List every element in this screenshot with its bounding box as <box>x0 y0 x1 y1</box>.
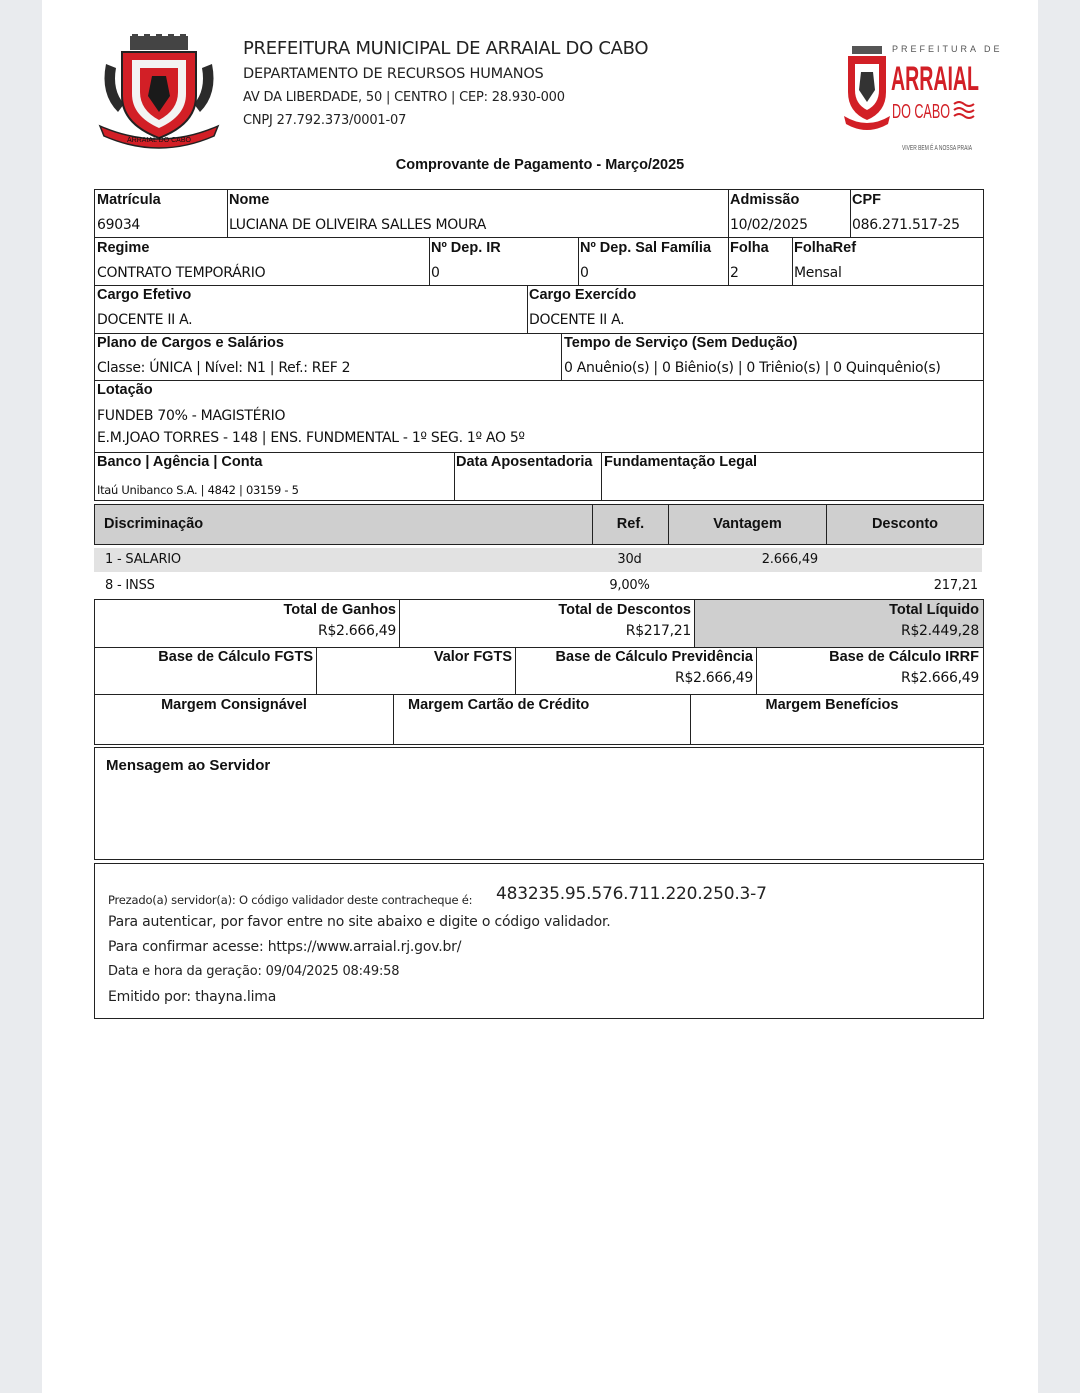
svg-text:VIVER BEM É A NOSSA PRAIA: VIVER BEM É A NOSSA PRAIA <box>902 145 1002 152</box>
employee-info-grid <box>94 189 984 501</box>
row-desc: 8 - INSS <box>105 578 155 593</box>
cargo-exercido-value: DOCENTE II A. <box>529 312 625 328</box>
validation-box <box>94 863 984 1019</box>
base-previdencia-value: R$2.666,49 <box>675 670 753 686</box>
institution-address: AV DA LIBERDADE, 50 | CENTRO | CEP: 28.930-000 <box>243 90 565 105</box>
margem-beneficios-label: Margem Benefícios <box>765 697 899 713</box>
row-vantagem: 2.666,49 <box>761 552 818 567</box>
folharef-value: Mensal <box>794 265 842 281</box>
col-desconto: Desconto <box>871 516 939 532</box>
total-liquido-value: R$2.449,28 <box>901 623 979 639</box>
total-ganhos-label: Total de Ganhos <box>283 602 396 618</box>
total-descontos-label: Total de Descontos <box>558 602 691 618</box>
institution-info <box>243 38 648 128</box>
row-desconto: 217,21 <box>933 578 978 593</box>
document-header <box>42 0 1038 185</box>
table-row <box>94 574 982 598</box>
folha-value: 2 <box>730 265 739 281</box>
col-vantagem: Vantagem <box>713 516 782 532</box>
matricula-value: 69034 <box>97 217 141 233</box>
banco-value: Itaú Unibanco S.A. | 4842 | 03159 - 5 <box>97 483 299 497</box>
svg-text:DO CABO: DO CABO <box>892 101 950 123</box>
payslip-page <box>42 0 1038 1393</box>
col-discriminacao: Discriminação <box>104 516 204 532</box>
dep-sal-familia-label: Nº Dep. Sal Família <box>580 240 712 256</box>
municipal-crest-logo <box>96 34 222 152</box>
institution-name: PREFEITURA MUNICIPAL DE ARRAIAL DO CABO <box>243 38 649 59</box>
cargo-efetivo-value: DOCENTE II A. <box>97 312 193 328</box>
col-ref: Ref. <box>616 516 645 532</box>
cpf-value: 086.271.517-25 <box>852 217 960 233</box>
plano-cargos-value: Classe: ÚNICA | Nível: N1 | Ref.: REF 2 <box>97 360 351 376</box>
total-descontos-value: R$217,21 <box>625 623 691 639</box>
lotacao-value-1: FUNDEB 70% - MAGISTÉRIO <box>97 408 286 424</box>
document-title: Comprovante de Pagamento - Março/2025 <box>395 157 685 173</box>
folha-label: Folha <box>730 240 769 256</box>
auth-instruction: Para autenticar, por favor entre no site abaixo e digite o código validador. <box>108 914 611 930</box>
margem-consignavel-label: Margem Consignável <box>161 697 307 713</box>
plano-cargos-label: Plano de Cargos e Salários <box>97 335 284 351</box>
nome-value: LUCIANA DE OLIVEIRA SALLES MOURA <box>229 217 487 233</box>
fundamentacao-legal-label: Fundamentação Legal <box>604 454 758 470</box>
matricula-label: Matrícula <box>97 192 161 208</box>
row-ref: 9,00% <box>609 578 650 593</box>
lotacao-value-2: E.M.JOAO TORRES - 148 | ENS. FUNDMENTAL - 1º SEG. 1º AO 5º <box>97 430 525 446</box>
dep-sal-familia-value: 0 <box>580 265 589 281</box>
dep-ir-value: 0 <box>431 265 440 281</box>
message-box <box>94 747 984 860</box>
cargo-exercido-label: Cargo Exercído <box>529 287 637 303</box>
emitted-by: Emitido por: thayna.lima <box>108 989 277 1005</box>
tempo-servico-label: Tempo de Serviço (Sem Dedução) <box>564 335 798 351</box>
base-previdencia-label: Base de Cálculo Previdência <box>555 649 753 665</box>
cpf-label: CPF <box>852 192 881 208</box>
svg-text:ARRAIAL DO CABO: ARRAIAL DO CABO <box>127 137 191 144</box>
arraial-do-cabo-logo <box>842 40 1003 155</box>
base-irrf-label: Base de Cálculo IRRF <box>829 649 979 665</box>
validator-code: 483235.95.576.711.220.250.3-7 <box>496 884 767 904</box>
message-label: Mensagem ao Servidor <box>106 757 271 774</box>
banco-label: Banco | Agência | Conta <box>97 454 263 470</box>
generation-datetime: Data e hora da geração: 09/04/2025 08:49:58 <box>108 964 400 979</box>
cargo-efetivo-label: Cargo Efetivo <box>97 287 192 303</box>
admissao-label: Admissão <box>730 192 800 208</box>
institution-cnpj: CNPJ 27.792.373/0001-07 <box>243 113 407 128</box>
admissao-value: 10/02/2025 <box>730 217 808 233</box>
svg-text:ARRAIAL: ARRAIAL <box>891 60 979 98</box>
folharef-label: FolhaRef <box>794 240 857 256</box>
row-desc: 1 - SALARIO <box>105 552 181 567</box>
table-row <box>94 548 982 572</box>
total-ganhos-value: R$2.666,49 <box>318 623 396 639</box>
base-fgts-label: Base de Cálculo FGTS <box>158 649 313 665</box>
margem-cartao-label: Margem Cartão de Crédito <box>408 697 590 713</box>
total-liquido-label: Total Líquido <box>889 602 979 618</box>
department-name: DEPARTAMENTO DE RECURSOS HUMANOS <box>243 66 544 82</box>
regime-value: CONTRATO TEMPORÁRIO <box>97 265 266 281</box>
valor-fgts-label: Valor FGTS <box>433 649 512 665</box>
validator-text: Prezado(a) servidor(a): O código validador deste contracheque é: <box>108 893 473 907</box>
confirm-url: Para confirmar acesse: https://www.arraial.rj.gov.br/ <box>108 939 462 955</box>
row-ref: 30d <box>617 552 642 567</box>
lotacao-label: Lotação <box>97 382 153 398</box>
base-irrf-value: R$2.666,49 <box>901 670 979 686</box>
tempo-servico-value: 0 Anuênio(s) | 0 Biênio(s) | 0 Triênio(s) | 0 Quinquênio(s) <box>564 360 941 376</box>
regime-label: Regime <box>97 240 150 256</box>
items-table-header <box>94 504 984 545</box>
nome-label: Nome <box>229 192 270 208</box>
data-aposentadoria-label: Data Aposentadoria <box>456 454 593 470</box>
svg-text:PREFEITURA DE: PREFEITURA DE <box>892 44 1003 54</box>
totals-grid <box>94 599 984 745</box>
dep-ir-label: Nº Dep. IR <box>431 240 501 256</box>
